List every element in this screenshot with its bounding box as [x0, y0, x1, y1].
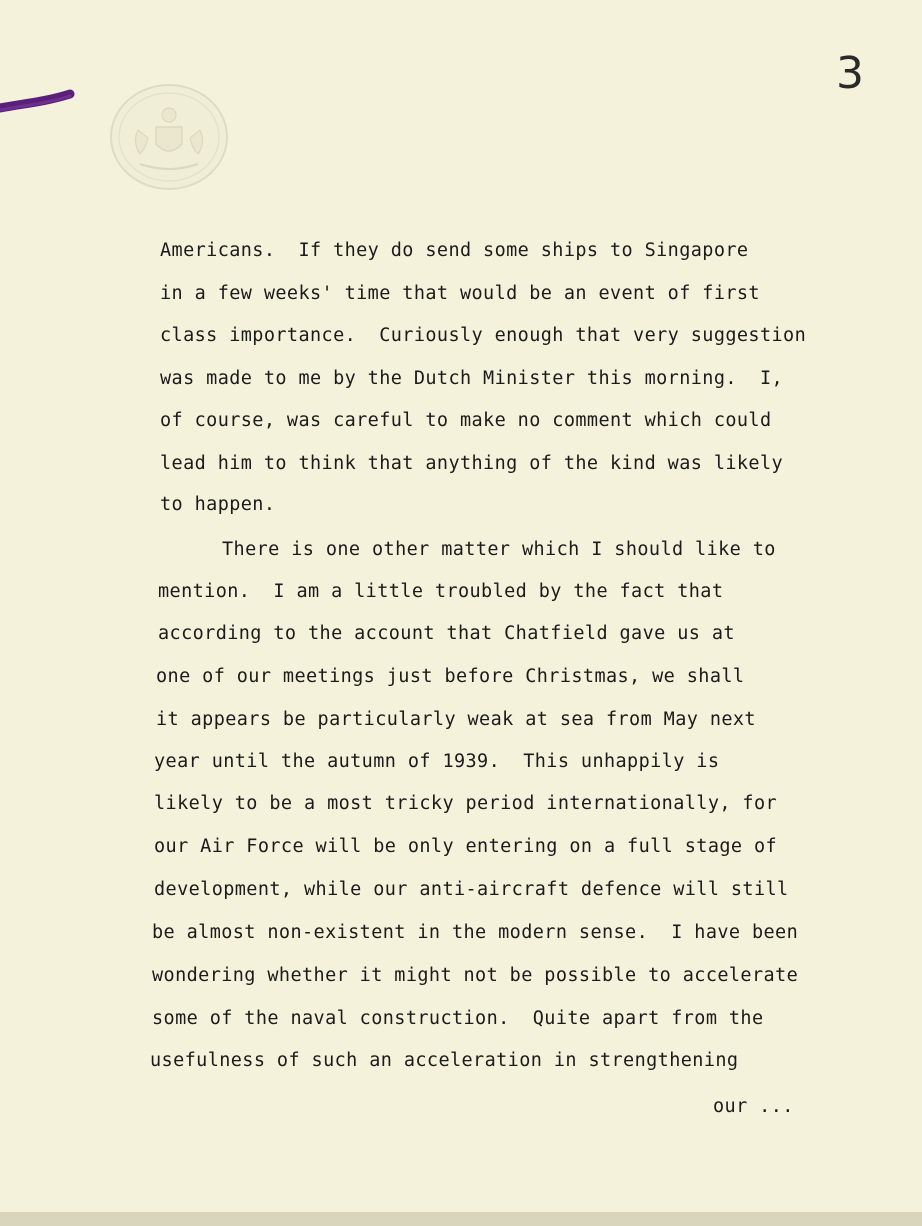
- text-line: some of the naval construction. Quite apart from the: [152, 1008, 764, 1029]
- catchword: our ...: [713, 1096, 794, 1117]
- text-line: it appears be particularly weak at sea from May next: [156, 709, 756, 730]
- text-line: be almost non-existent in the modern sense. I have been: [152, 922, 799, 943]
- text-line: in a few weeks' time that would be an event of first: [160, 283, 760, 304]
- text-line: to happen.: [160, 494, 276, 515]
- text-line: year until the autumn of 1939. This unhappily is: [154, 751, 720, 772]
- text-line: development, while our anti-aircraft defence will still: [154, 879, 789, 900]
- page-number: 3: [836, 48, 864, 99]
- text-line: lead him to think that anything of the kind was likely: [160, 453, 784, 474]
- text-line: our Air Force will be only entering on a full stage of: [154, 836, 778, 857]
- paragraph-start-line: There is one other matter which I should like to: [222, 539, 776, 560]
- text-line: was made to me by the Dutch Minister this morning. I,: [160, 368, 784, 389]
- text-line: mention. I am a little troubled by the fact that: [158, 581, 724, 602]
- text-line: wondering whether it might not be possible to accelerate: [152, 965, 799, 986]
- text-line: one of our meetings just before Christmas, we shall: [156, 666, 745, 687]
- text-line: of course, was careful to make no comment which could: [160, 410, 772, 431]
- text-line: usefulness of such an acceleration in strengthening: [150, 1050, 739, 1071]
- text-line: class importance. Curiously enough that very suggestion: [160, 325, 807, 346]
- text-line: Americans. If they do send some ships to Singapore: [160, 240, 749, 261]
- text-line: likely to be a most tricky period internationally, for: [154, 793, 778, 814]
- page-bottom-edge: [0, 1212, 922, 1226]
- text-line: according to the account that Chatfield gave us at: [158, 623, 735, 644]
